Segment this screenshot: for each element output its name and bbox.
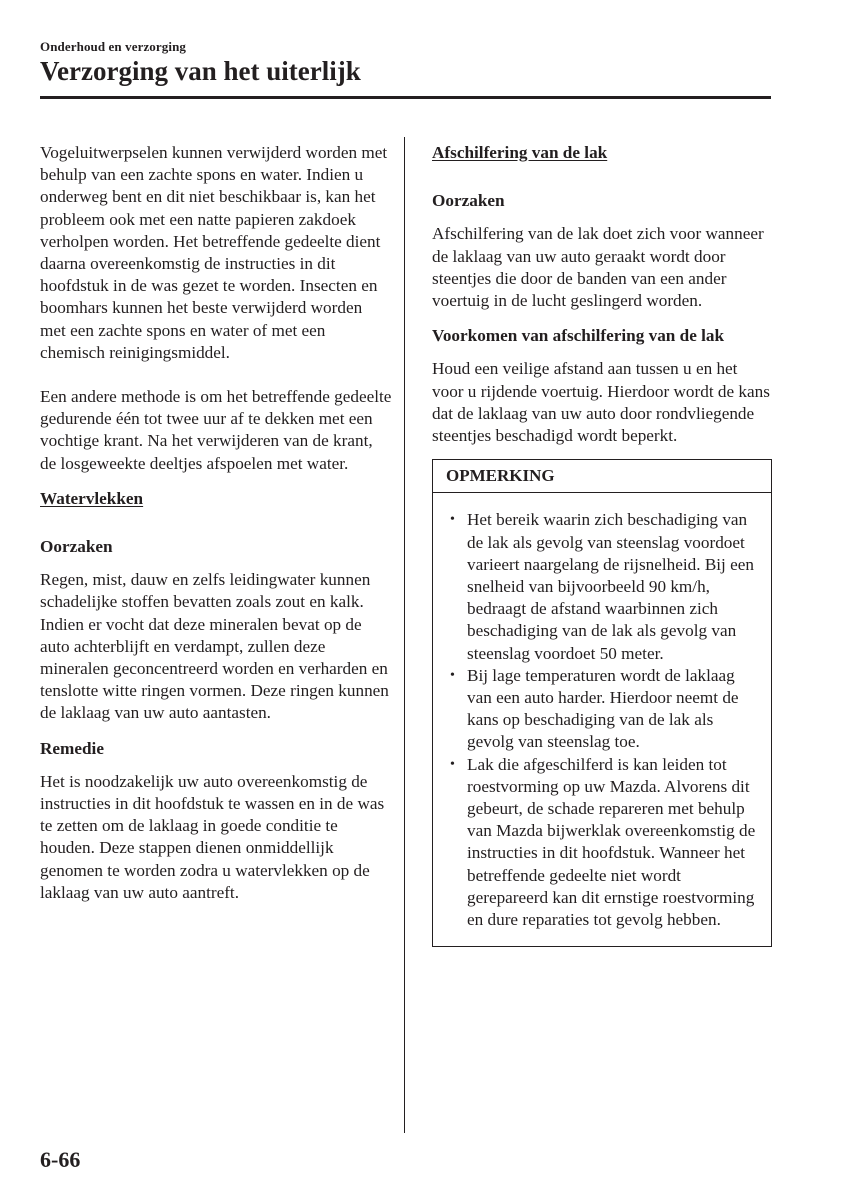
- afschilfering-causes-text: Afschilfering van de lak doet zich voor wanneer de laklaag van uw auto geraakt wordt door steentjes die door de banden van een ander voertuig in de lucht geslingerd worden.: [432, 224, 764, 311]
- note-item: • Het bereik waarin zich beschadiging van de lak als gevolg van steenslag voordoet varieert naargelang de rijsnelheid. Bij een snelheid van bijvoorbeeld 90 km/h, bedraagt de afstand waarbinnen zich beschadiging van de lak als gevolg van steenslag voordoet 50 meter.: [447, 509, 763, 664]
- page-number: 6-66: [40, 1147, 81, 1172]
- note-heading: OPMERKING: [433, 460, 771, 493]
- afschilfering-heading: Afschilfering van de lak: [432, 143, 608, 162]
- watervlekken-remedy-heading: Remedie: [40, 738, 104, 758]
- note-list: [433, 493, 771, 946]
- afschilfering-prevent-text: Houd een veilige afstand aan tussen u en het voor u rijdende voertuig. Hierdoor wordt de kans dat de laklaag van uw auto door rondvliegende steentjes beschadigd wordt beperkt.: [432, 359, 770, 446]
- watervlekken-causes-heading: Oorzaken: [40, 537, 113, 557]
- afschilfering-prevent-heading: Voorkomen van afschilfering van de lak: [432, 326, 725, 346]
- note-item: • Lak die afgeschilferd is kan leiden tot roestvorming op uw Mazda. Alvorens dit gebeurt, de schade repareren met behulp van Mazda bijwerklak overeenkomstig de instructies in dit hoofdstuk. Wanneer het betreffende gedeelte niet wordt gerepareerd kan dit ernstige roestvorming en dure reparaties tot gevolg hebben.: [447, 754, 763, 932]
- column-divider: [404, 137, 405, 1133]
- right-column: [432, 142, 772, 947]
- section-label: Onderhoud en verzorging: [40, 39, 187, 54]
- left-column: [40, 142, 392, 904]
- watervlekken-remedy-text: Het is noodzakelijk uw auto overeenkomstig de instructies in dit hoofdstuk te wassen en in de was te zetten om de laklaag in goede conditie te houden. Deze stappen dienen onmiddellijk genomen te worden zodra u watervlekken op de laklaag van uw auto aantreft.: [40, 771, 385, 902]
- note-box: [432, 459, 772, 947]
- watervlekken-heading: Watervlekken: [40, 488, 144, 508]
- bird-droppings-paragraph: Vogeluitwerpselen kunnen verwijderd worden met behulp van een zachte spons en water. Indien u onderweg bent en dit niet beschikbaar is, kan het probleem ook met een natte papieren zakdoek verholpen worden. Het betreffende gedeelte dient daarna overeenkomstig de instructies in dit hoofdstuk in de was gezet te worden. Insecten en boomhars kunnen het beste verwijderd worden met een zachte spons en water of met een chemisch reinigingsmiddel.: [40, 143, 388, 362]
- title-rule: [40, 96, 771, 99]
- page-title: Verzorging van het uiterlijk: [40, 56, 361, 86]
- note-item: • Bij lage temperaturen wordt de laklaag van een auto harder. Hierdoor neemt de kans op beschadiging van de lak als gevolg van steenslag toe.: [447, 665, 763, 754]
- afschilfering-causes-heading: Oorzaken: [432, 191, 505, 211]
- watervlekken-causes-text: Regen, mist, dauw en zelfs leidingwater kunnen schadelijke stoffen bevatten zoals zout en kalk. Indien er vocht dat deze mineralen bevat op de auto achterblijft en verdampt, zullen deze mineralen geconcentreerd worden en verharden en tenslotte witte ringen vormen. Deze ringen kunnen de laklaag van uw auto aantasten.: [40, 570, 389, 723]
- wet-newspaper-paragraph: Een andere methode is om het betreffende gedeelte gedurende één tot twee uur af te dekken met een vochtige krant. Na het verwijderen van de krant, de losgeweekte deeltjes afspoelen met water.: [40, 387, 392, 473]
